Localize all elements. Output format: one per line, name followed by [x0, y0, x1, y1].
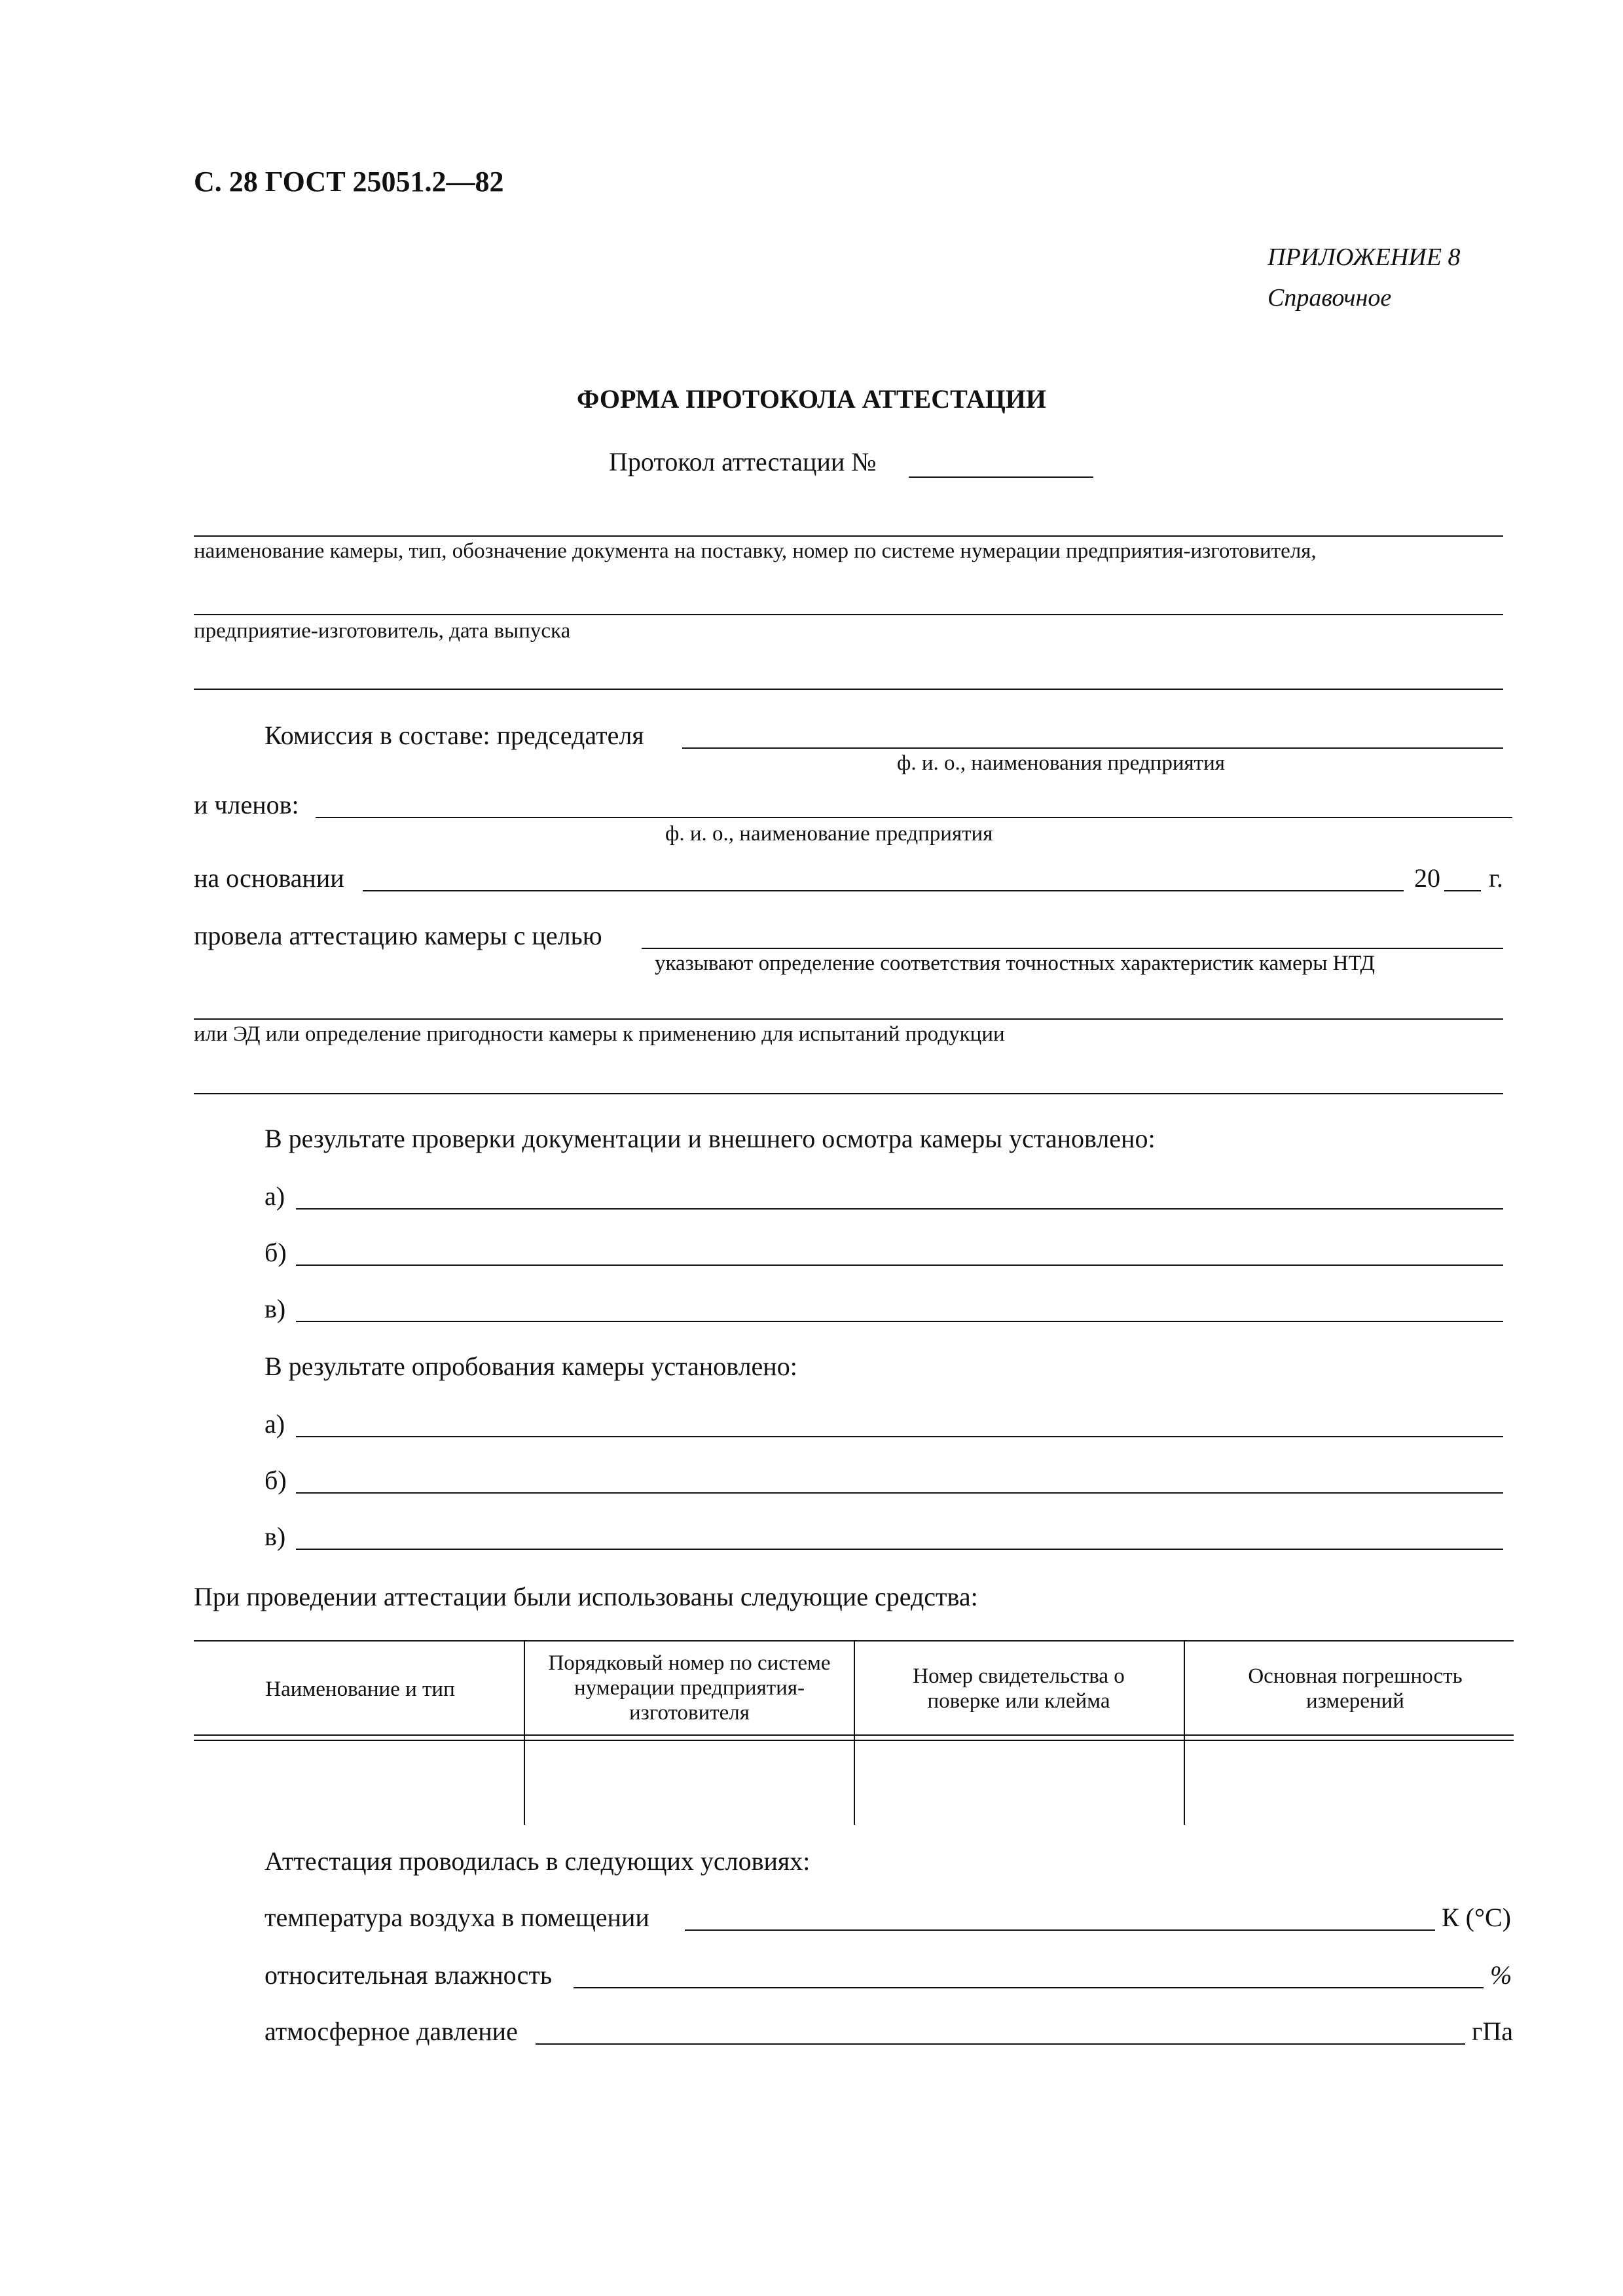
docs-item-b-field[interactable]	[296, 1265, 1503, 1266]
docs-item-c-label: в)	[264, 1294, 286, 1323]
trial-heading: В результате опробования камеры установлено:	[264, 1352, 797, 1381]
trial-item-b-field[interactable]	[296, 1492, 1503, 1494]
page-header: С. 28 ГОСТ 25051.2—82	[194, 166, 504, 198]
purpose-label: провела аттестацию камеры с целью	[194, 921, 602, 950]
conditions-heading: Аттестация проводилась в следующих условиях:	[264, 1846, 811, 1876]
docs-item-a-label: а)	[264, 1181, 285, 1211]
chair-field[interactable]	[682, 747, 1503, 749]
docs-item-c-field[interactable]	[296, 1321, 1503, 1322]
docs-heading: В результате проверки документации и внешнего осмотра камеры установлено:	[264, 1124, 1156, 1153]
trial-item-a-field[interactable]	[296, 1436, 1503, 1437]
table-header-name: Наименование и тип	[265, 1677, 455, 1701]
appendix-subtitle: Справочное	[1267, 284, 1392, 312]
appendix-title: ПРИЛОЖЕНИЕ 8	[1267, 243, 1461, 271]
pressure-label: атмосферное давление	[264, 2017, 518, 2046]
humidity-label: относительная влажность	[264, 1960, 553, 1990]
manufacturer-field-line[interactable]	[194, 689, 1503, 690]
humidity-unit: %	[1490, 1960, 1512, 1990]
pressure-field[interactable]	[536, 2043, 1465, 2045]
means-heading: При проведении аттестации были использованы следующие средства:	[194, 1582, 978, 1611]
year-prefix: 20	[1414, 863, 1440, 893]
trial-item-c-field[interactable]	[296, 1549, 1503, 1550]
trial-item-a-label: а)	[264, 1409, 285, 1439]
year-suffix: г.	[1489, 863, 1503, 893]
purpose-cont-caption: или ЭД или определение пригодности камеры к применению для испытаний продукции	[194, 1022, 1005, 1046]
table-header-certificate: Номер свидетельства о поверке или клейма	[913, 1664, 1125, 1713]
table-header-serial: Порядковый номер по системе нумерации предприятия-изготовителя	[548, 1651, 831, 1725]
appendix-block	[1267, 237, 1460, 318]
pressure-unit: гПа	[1472, 2017, 1514, 2046]
basis-field[interactable]	[363, 890, 1404, 891]
table-row[interactable]	[194, 1741, 1514, 1825]
members-label: и членов:	[194, 790, 299, 819]
chair-label: Комиссия в составе: председателя	[264, 721, 644, 750]
chair-caption: ф. и. о., наименования предприятия	[897, 751, 1225, 775]
docs-item-b-label: б)	[264, 1238, 287, 1267]
temp-label: температура воздуха в помещении	[264, 1903, 649, 1932]
table-header-error: Основная погрешность измерений	[1248, 1664, 1463, 1713]
protocol-number-field[interactable]	[909, 476, 1093, 478]
form-title: ФОРМА ПРОТОКОЛА АТТЕСТАЦИИ	[577, 384, 1046, 414]
chamber-field-line-2[interactable]	[194, 614, 1503, 615]
year-field[interactable]	[1444, 890, 1481, 891]
purpose-caption: указывают определение соответствия точностных характеристик камеры НТД	[655, 952, 1376, 975]
purpose-field-line-2[interactable]	[194, 1018, 1503, 1020]
purpose-field-line-3[interactable]	[194, 1093, 1503, 1094]
temp-unit: К (°С)	[1442, 1903, 1511, 1932]
members-caption: ф. и. о., наименование предприятия	[665, 822, 993, 846]
chamber-field-line[interactable]	[194, 535, 1503, 537]
trial-item-c-label: в)	[264, 1522, 286, 1551]
manufacturer-caption: предприятие-изготовитель, дата выпуска	[194, 619, 571, 643]
docs-item-a-field[interactable]	[296, 1208, 1503, 1210]
chamber-caption: наименование камеры, тип, обозначение документа на поставку, номер по системе нумерации предприятия-изготовителя,	[194, 539, 1317, 563]
humidity-field[interactable]	[574, 1987, 1484, 1988]
purpose-field[interactable]	[642, 948, 1503, 949]
members-field[interactable]	[316, 817, 1512, 818]
temp-field[interactable]	[685, 1929, 1435, 1931]
trial-item-b-label: б)	[264, 1465, 287, 1495]
protocol-label: Протокол аттестации №	[609, 447, 877, 476]
basis-label: на основании	[194, 863, 344, 893]
